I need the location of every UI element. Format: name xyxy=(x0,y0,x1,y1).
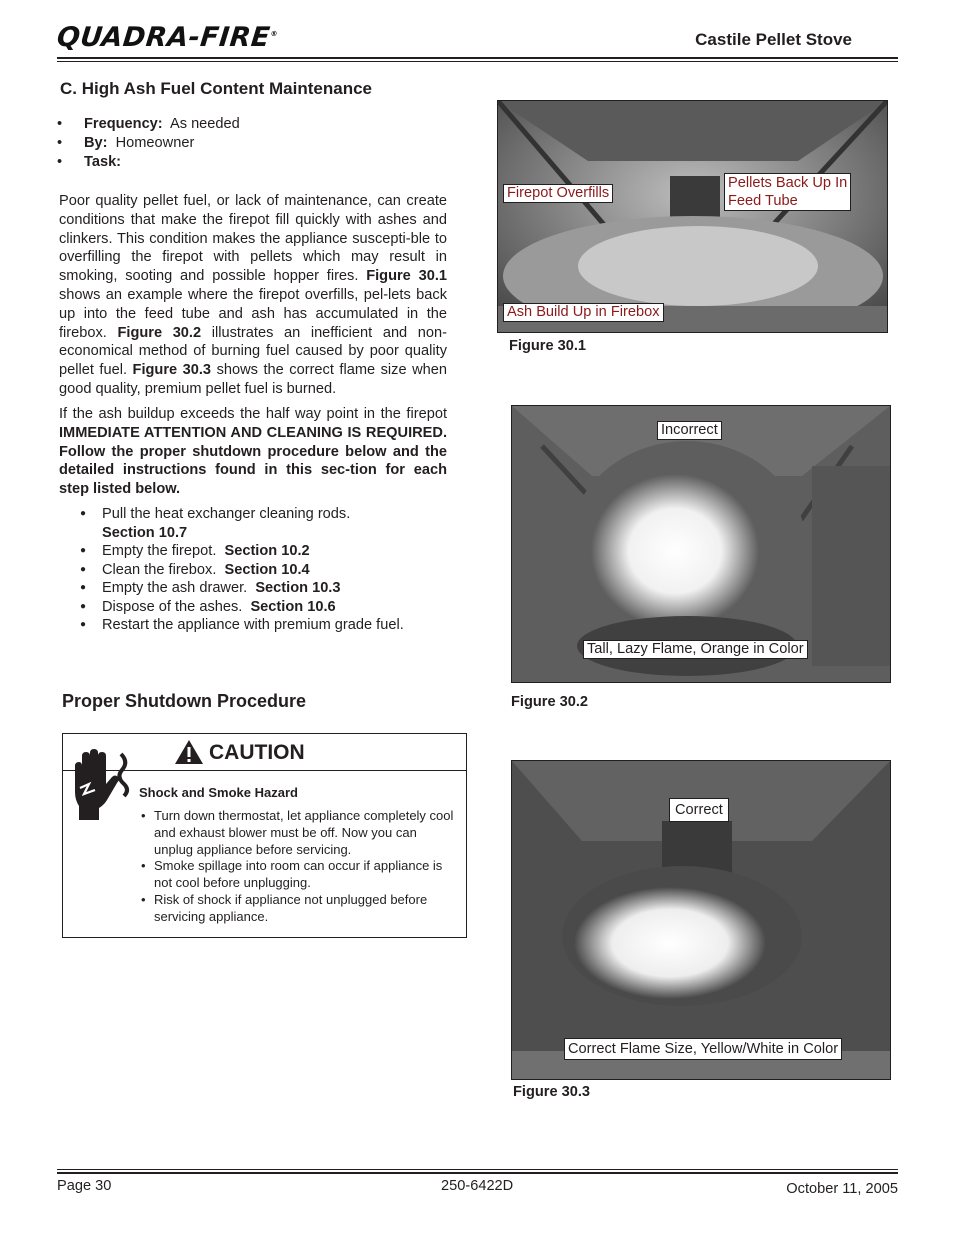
ash-build-up-label: Ash Build Up in Firebox xyxy=(503,303,664,322)
figure-30-1-photo xyxy=(497,100,888,333)
warning-triangle-icon xyxy=(174,739,204,765)
footer-rule xyxy=(57,1172,898,1174)
header-rule xyxy=(57,57,898,59)
section-c-title: C. High Ash Fuel Content Maintenance xyxy=(60,79,372,98)
document-date: October 11, 2005 xyxy=(786,1181,898,1197)
document-number: 250-6422D xyxy=(441,1178,514,1194)
incorrect-label: Incorrect xyxy=(657,421,722,440)
correct-flame-size-label: Correct Flame Size, Yellow/White in Color xyxy=(564,1038,842,1060)
tall-lazy-flame-label: Tall, Lazy Flame, Orange in Color xyxy=(583,640,808,659)
footer-rule-thin xyxy=(57,1169,898,1170)
firepot-overfills-label: Firepot Overfills xyxy=(503,184,613,203)
list-item: ● Dispose of the ashes. Section 10.6 xyxy=(80,598,450,617)
intro-paragraph: Poor quality pellet fuel, or lack of maintenance, can create conditions that make the firepot fill quickly with ashes and clinkers. This condition makes the appliance suscepti-ble to overfilling the firepot with pellets which may result in smoking, sooting and possible hopper fires. Figure 30.1 shows an example where the firepot overfills, pel-lets back up into the feed tube and ash has accumulated in the firebox. Figure 30.2 illustrates an inefficient and non-economical method of burning fuel caused by poor quality pellet fuel. Figure 30.3 shows the correct flame size when good quality, premium pellet fuel is burned. xyxy=(59,193,448,397)
property-task: • Task: xyxy=(57,153,240,172)
list-item: ● Restart the appliance with premium grade fuel. xyxy=(80,616,450,635)
list-item: ● Empty the ash drawer. Section 10.3 xyxy=(80,579,450,598)
caution-box xyxy=(62,733,467,938)
list-item: • Smoke spillage into room can occur if appliance is not cool before unplugging. xyxy=(141,858,457,892)
hazard-title: Shock and Smoke Hazard xyxy=(139,785,298,800)
caution-list xyxy=(141,808,457,926)
list-item: • Turn down thermostat, let appliance completely cool and exhaust blower must be off. Now you can unplug appliance before servicing. xyxy=(141,808,457,858)
list-item: • Risk of shock if appliance not unplugged before servicing appliance. xyxy=(141,892,457,926)
electric-shock-hand-icon xyxy=(69,744,139,824)
header-rule-thin xyxy=(57,61,898,62)
figure-30-3-photo xyxy=(511,760,891,1080)
figure-30-2-caption: Figure 30.2 xyxy=(511,694,589,710)
list-item: ● Clean the firebox. Section 10.4 xyxy=(80,561,450,580)
cleaning-steps-list xyxy=(80,505,450,635)
property-by: • By: Homeowner xyxy=(57,134,240,153)
property-frequency: • Frequency: As needed xyxy=(57,115,240,134)
figure-30-2-photo xyxy=(511,405,891,683)
correct-label: Correct xyxy=(669,798,729,822)
document-title: Castile Pellet Stove xyxy=(695,30,852,49)
list-item: ● Empty the firepot. Section 10.2 xyxy=(80,542,450,561)
property-list xyxy=(57,115,240,172)
shutdown-title: Proper Shutdown Procedure xyxy=(62,691,307,711)
list-item: ● Pull the heat exchanger cleaning rods. Section 10.7 xyxy=(80,505,450,542)
quadra-fire-logo: QUADRA-FIRE® xyxy=(55,22,279,53)
firepot-overfill-photo xyxy=(498,101,887,332)
figure-30-3-caption: Figure 30.3 xyxy=(513,1084,591,1100)
warning-paragraph: If the ash buildup exceeds the half way point in the firepot IMMEDIATE ATTENTION AND CLEANING IS REQUIRED. Follow the proper shutdown procedure below and the detailed instructions found in this sec-tion for each step listed below. xyxy=(59,406,447,498)
pellets-back-up-label: Pellets Back Up In Feed Tube xyxy=(724,173,851,211)
caution-title: CAUTION xyxy=(209,741,305,764)
page-number: Page 30 xyxy=(57,1178,112,1194)
figure-30-1-caption: Figure 30.1 xyxy=(509,338,587,354)
